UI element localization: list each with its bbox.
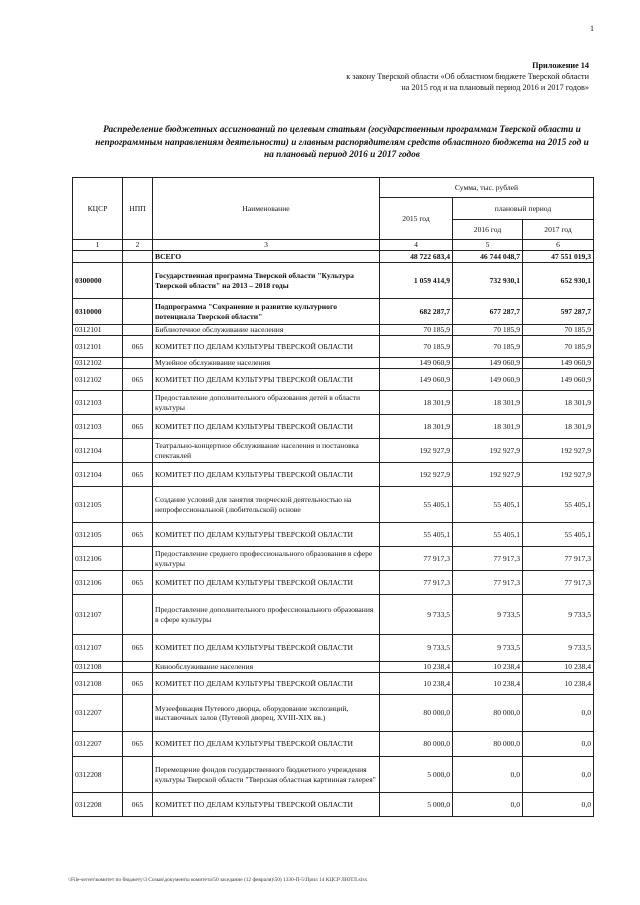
cell-npp (123, 662, 153, 673)
column-number: 6 (523, 240, 594, 251)
table-row (73, 358, 594, 369)
header-npp: НПП (123, 178, 153, 240)
cell-2017: 149 060,9 (523, 358, 594, 369)
cell-name: КОМИТЕТ ПО ДЕЛАМ КУЛЬТУРЫ ТВЕРСКОЙ ОБЛАСТИ (153, 369, 380, 391)
table-row (73, 793, 594, 817)
cell-2016: 18 301,9 (453, 391, 523, 415)
cell-2015: 5 000,0 (380, 793, 453, 817)
column-number: 3 (153, 240, 380, 251)
cell-2016: 55 405,1 (453, 487, 523, 523)
cell-npp (123, 251, 153, 263)
cell-2015: 80 000,0 (380, 732, 453, 757)
cell-kcsr: 0312101 (73, 325, 123, 336)
cell-2016: 192 927,9 (453, 463, 523, 487)
cell-2017: 18 301,9 (523, 415, 594, 439)
cell-2015: 55 405,1 (380, 487, 453, 523)
cell-name: Библиотечное обслуживание населения (153, 325, 380, 336)
cell-name: КОМИТЕТ ПО ДЕЛАМ КУЛЬТУРЫ ТВЕРСКОЙ ОБЛАСТИ (153, 732, 380, 757)
cell-2016: 55 405,1 (453, 523, 523, 547)
cell-2015: 9 733,5 (380, 635, 453, 662)
cell-kcsr: 0312101 (73, 336, 123, 358)
cell-2015: 149 060,9 (380, 358, 453, 369)
cell-npp: 065 (123, 673, 153, 695)
cell-kcsr: 0312102 (73, 358, 123, 369)
cell-2015: 77 917,3 (380, 547, 453, 571)
cell-2017: 70 185,9 (523, 336, 594, 358)
cell-2017: 149 060,9 (523, 369, 594, 391)
cell-name: Перемещение фондов государственного бюджетного учреждения культуры Тверской области "Тверская областная картинная галерея" (153, 757, 380, 793)
table-row (73, 523, 594, 547)
header-planned-period: плановый период (453, 198, 594, 220)
cell-2016: 80 000,0 (453, 732, 523, 757)
cell-npp: 065 (123, 415, 153, 439)
cell-kcsr (73, 251, 123, 263)
cell-2015: 70 185,9 (380, 325, 453, 336)
cell-kcsr: 0312106 (73, 547, 123, 571)
cell-npp: 065 (123, 571, 153, 595)
column-number-row (73, 240, 594, 251)
cell-2015: 682 287,7 (380, 299, 453, 325)
cell-2015: 48 722 683,4 (380, 251, 453, 263)
footer-file-path: \\File-server\комитет по бюджету\3 Созыв\документы комитета\50 заседание (12 февраля)\50) 1330-П-5\Прил 14 КЦСР ЛЮТЛ.xlsx (68, 877, 368, 883)
table-row (73, 325, 594, 336)
cell-kcsr: 0312103 (73, 391, 123, 415)
page-number: 1 (590, 24, 594, 33)
cell-2017: 77 917,3 (523, 571, 594, 595)
cell-kcsr: 0312106 (73, 571, 123, 595)
cell-2015: 192 927,9 (380, 439, 453, 463)
header-kcsr: КЦСР (73, 178, 123, 240)
cell-2017: 192 927,9 (523, 439, 594, 463)
cell-2016: 77 917,3 (453, 571, 523, 595)
cell-npp: 065 (123, 732, 153, 757)
cell-kcsr: 0312104 (73, 463, 123, 487)
cell-2017: 77 917,3 (523, 547, 594, 571)
cell-2017: 0,0 (523, 695, 594, 732)
cell-2015: 18 301,9 (380, 391, 453, 415)
cell-name: Предоставление дополнительного образования детей в области культуры (153, 391, 380, 415)
cell-npp: 065 (123, 369, 153, 391)
cell-kcsr: 0312102 (73, 369, 123, 391)
cell-name: КОМИТЕТ ПО ДЕЛАМ КУЛЬТУРЫ ТВЕРСКОЙ ОБЛАСТИ (153, 571, 380, 595)
appendix-line-2: на 2015 год и на плановый период 2016 и 2017 годов» (401, 83, 589, 92)
cell-2017: 18 301,9 (523, 391, 594, 415)
cell-name: КОМИТЕТ ПО ДЕЛАМ КУЛЬТУРЫ ТВЕРСКОЙ ОБЛАСТИ (153, 336, 380, 358)
header-2015: 2015 год (380, 198, 453, 240)
cell-2015: 10 238,4 (380, 662, 453, 673)
cell-kcsr: 0312104 (73, 439, 123, 463)
budget-table (72, 177, 594, 817)
cell-npp (123, 325, 153, 336)
table-row (73, 662, 594, 673)
cell-npp: 065 (123, 336, 153, 358)
cell-kcsr: 0312207 (73, 695, 123, 732)
cell-2017: 597 287,7 (523, 299, 594, 325)
cell-2015: 10 238,4 (380, 673, 453, 695)
cell-name: Театрально-концертное обслуживание населения и постановка спектаклей (153, 439, 380, 463)
cell-2016: 677 287,7 (453, 299, 523, 325)
cell-npp: 065 (123, 523, 153, 547)
cell-npp (123, 391, 153, 415)
cell-2017: 47 551 019,3 (523, 251, 594, 263)
cell-2016: 9 733,5 (453, 595, 523, 635)
table-row (73, 673, 594, 695)
cell-name: ВСЕГО (153, 251, 380, 263)
cell-2017: 55 405,1 (523, 523, 594, 547)
cell-2015: 55 405,1 (380, 523, 453, 547)
cell-2016: 70 185,9 (453, 336, 523, 358)
cell-name: Предоставление среднего профессионального образования в сфере культуры (153, 547, 380, 571)
cell-2015: 5 000,0 (380, 757, 453, 793)
document-title: Распределение бюджетных ассигнований по целевым статьям (государственным программам Тверской области и непрограммным направлениям деятельности) и главным распорядителям средств областного бюджета на 2015 год и на плановый период 2016 и 2017 годов (95, 125, 589, 160)
cell-npp (123, 547, 153, 571)
cell-kcsr: 0312207 (73, 732, 123, 757)
table-row (73, 635, 594, 662)
header-sum: Сумма, тыс. рублей (380, 178, 594, 198)
cell-2016: 732 930,1 (453, 263, 523, 299)
cell-npp (123, 595, 153, 635)
column-number: 4 (380, 240, 453, 251)
table-row (73, 463, 594, 487)
table-row (73, 757, 594, 793)
cell-npp (123, 487, 153, 523)
cell-2017: 192 927,9 (523, 463, 594, 487)
table-row (73, 391, 594, 415)
cell-2015: 77 917,3 (380, 571, 453, 595)
table-row (73, 571, 594, 595)
cell-2016: 77 917,3 (453, 547, 523, 571)
cell-kcsr: 0312105 (73, 523, 123, 547)
table-row (73, 439, 594, 463)
appendix-header (229, 60, 589, 93)
header-2017: 2017 год (523, 220, 594, 240)
cell-name: КОМИТЕТ ПО ДЕЛАМ КУЛЬТУРЫ ТВЕРСКОЙ ОБЛАСТИ (153, 635, 380, 662)
cell-2017: 9 733,5 (523, 595, 594, 635)
cell-npp: 065 (123, 635, 153, 662)
cell-2015: 18 301,9 (380, 415, 453, 439)
cell-kcsr: 0312208 (73, 793, 123, 817)
cell-2017: 10 238,4 (523, 673, 594, 695)
cell-2016: 10 238,4 (453, 662, 523, 673)
cell-name: КОМИТЕТ ПО ДЕЛАМ КУЛЬТУРЫ ТВЕРСКОЙ ОБЛАСТИ (153, 463, 380, 487)
table-row (73, 251, 594, 263)
cell-2017: 0,0 (523, 732, 594, 757)
cell-2016: 0,0 (453, 757, 523, 793)
cell-kcsr: 0300000 (73, 263, 123, 299)
table-row (73, 415, 594, 439)
cell-2016: 80 000,0 (453, 695, 523, 732)
cell-2016: 149 060,9 (453, 358, 523, 369)
cell-2016: 192 927,9 (453, 439, 523, 463)
cell-name: Подпрограмма "Сохранение и развитие культурного потенциала Тверской области" (153, 299, 380, 325)
cell-name: Музеефикация Путевого дворца, оборудование экспозиций, выставочных залов (Путевой дворец, XVIII-XIX вв.) (153, 695, 380, 732)
cell-2016: 46 744 048,7 (453, 251, 523, 263)
header-name: Наименование (153, 178, 380, 240)
table-row (73, 299, 594, 325)
cell-2015: 70 185,9 (380, 336, 453, 358)
cell-kcsr: 0312103 (73, 415, 123, 439)
appendix-line-1: к закону Тверской области «Об областном бюджете Тверской области (346, 72, 589, 81)
cell-2015: 1 059 414,9 (380, 263, 453, 299)
cell-name: КОМИТЕТ ПО ДЕЛАМ КУЛЬТУРЫ ТВЕРСКОЙ ОБЛАСТИ (153, 415, 380, 439)
cell-name: Предоставление дополнительного профессионального образования в сфере культуры (153, 595, 380, 635)
column-number: 1 (73, 240, 123, 251)
cell-npp (123, 695, 153, 732)
cell-name: Государственная программа Тверской области "Культура Тверской области" на 2013 – 2018 годы (153, 263, 380, 299)
cell-2016: 18 301,9 (453, 415, 523, 439)
cell-npp (123, 263, 153, 299)
cell-2017: 70 185,9 (523, 325, 594, 336)
cell-kcsr: 0312208 (73, 757, 123, 793)
table-row (73, 369, 594, 391)
cell-kcsr: 0312105 (73, 487, 123, 523)
table-row (73, 336, 594, 358)
cell-name: Кинообслуживание населения (153, 662, 380, 673)
table-row (73, 595, 594, 635)
cell-kcsr: 0312108 (73, 673, 123, 695)
cell-2017: 55 405,1 (523, 487, 594, 523)
cell-2017: 9 733,5 (523, 635, 594, 662)
cell-npp (123, 299, 153, 325)
table-row (73, 732, 594, 757)
cell-npp (123, 358, 153, 369)
cell-2017: 652 930,1 (523, 263, 594, 299)
cell-kcsr: 0312108 (73, 662, 123, 673)
cell-2016: 149 060,9 (453, 369, 523, 391)
cell-kcsr: 0312107 (73, 635, 123, 662)
cell-2016: 10 238,4 (453, 673, 523, 695)
cell-kcsr: 0312107 (73, 595, 123, 635)
cell-name: Музейное обслуживание населения (153, 358, 380, 369)
cell-npp: 065 (123, 793, 153, 817)
header-row (73, 178, 594, 198)
table-row (73, 263, 594, 299)
cell-2017: 0,0 (523, 757, 594, 793)
cell-npp (123, 757, 153, 793)
cell-name: КОМИТЕТ ПО ДЕЛАМ КУЛЬТУРЫ ТВЕРСКОЙ ОБЛАСТИ (153, 793, 380, 817)
cell-kcsr: 0310000 (73, 299, 123, 325)
cell-2016: 70 185,9 (453, 325, 523, 336)
table-row (73, 547, 594, 571)
cell-name: КОМИТЕТ ПО ДЕЛАМ КУЛЬТУРЫ ТВЕРСКОЙ ОБЛАСТИ (153, 673, 380, 695)
cell-2017: 10 238,4 (523, 662, 594, 673)
appendix-title: Приложение 14 (532, 61, 589, 70)
cell-2015: 149 060,9 (380, 369, 453, 391)
cell-2016: 0,0 (453, 793, 523, 817)
cell-npp (123, 439, 153, 463)
header-2016: 2016 год (453, 220, 523, 240)
table-row (73, 695, 594, 732)
column-number: 2 (123, 240, 153, 251)
cell-npp: 065 (123, 463, 153, 487)
cell-name: КОМИТЕТ ПО ДЕЛАМ КУЛЬТУРЫ ТВЕРСКОЙ ОБЛАСТИ (153, 523, 380, 547)
column-number: 5 (453, 240, 523, 251)
cell-2015: 192 927,9 (380, 463, 453, 487)
cell-2015: 80 000,0 (380, 695, 453, 732)
cell-2017: 0,0 (523, 793, 594, 817)
cell-2015: 9 733,5 (380, 595, 453, 635)
table-row (73, 487, 594, 523)
cell-name: Создание условий для занятия творческой деятельностью на непрофессиональной (любительской) основе (153, 487, 380, 523)
cell-2016: 9 733,5 (453, 635, 523, 662)
